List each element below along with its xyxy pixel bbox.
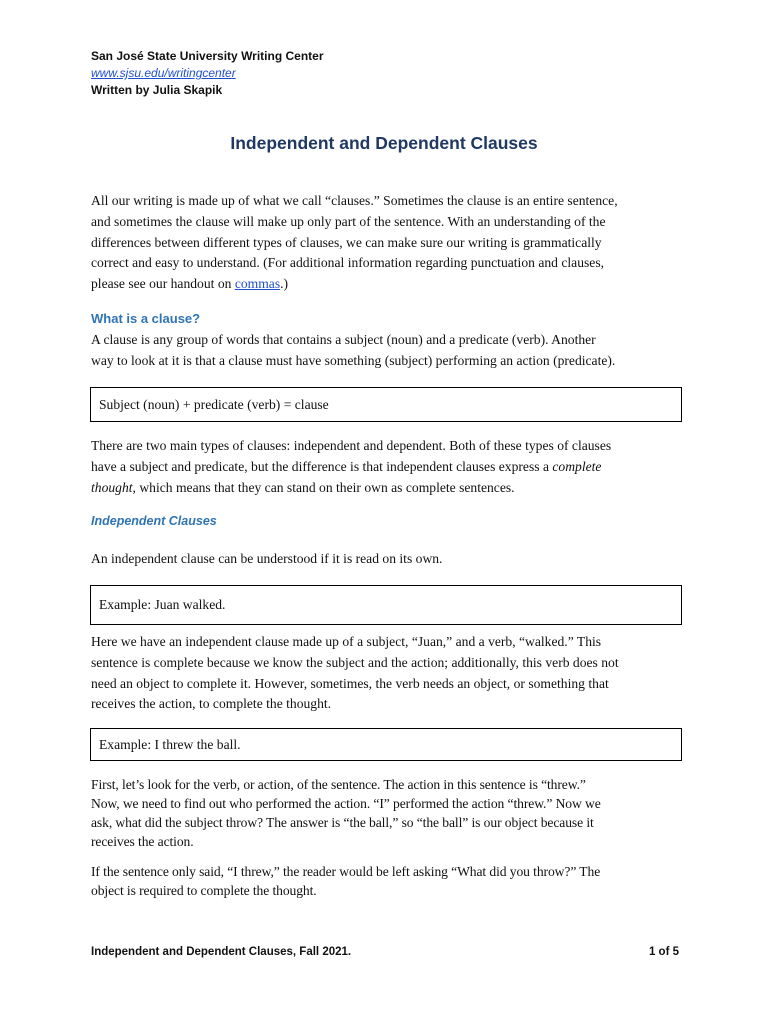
- example-text: Example: Juan walked.: [99, 597, 226, 612]
- intro-line: and sometimes the clause will make up only part of the sentence. With an understanding of the: [91, 213, 606, 229]
- intro-paragraph: [91, 191, 681, 295]
- intro-line: please see our handout on commas.): [91, 276, 289, 292]
- page-number: 1 of 5: [648, 946, 679, 958]
- paragraph-line: receives the action, to complete the thought.: [91, 696, 332, 712]
- footer-title: Independent and Dependent Clauses, Fall 2021.: [91, 946, 352, 958]
- section-heading-what-is-clause: What is a clause?: [91, 311, 201, 326]
- clause-formula-box: [90, 387, 682, 422]
- document-header: [91, 48, 324, 99]
- paragraph-line: sentence is complete because we know the subject and the action; additionally, this verb does not: [91, 654, 619, 670]
- emphasis-text: thought: [91, 479, 133, 495]
- example-box-2: [90, 728, 682, 761]
- emphasis-text: complete: [552, 458, 602, 474]
- page-title: Independent and Dependent Clauses: [230, 133, 538, 153]
- paragraph-line: object is required to complete the thought.: [91, 883, 317, 898]
- clause-definition: [91, 330, 681, 372]
- example-text: Example: I threw the ball.: [99, 736, 241, 752]
- definition-line: way to look at it is that a clause must have something (subject) performing an action (predicate).: [91, 352, 616, 368]
- explanation-paragraph-3: [91, 862, 681, 900]
- paragraph-line: thought, which means that they can stand on their own as complete sentences.: [91, 479, 515, 495]
- intro-line: correct and easy to understand. (For additional information regarding punctuation and clauses,: [91, 255, 605, 271]
- paragraph-line: need an object to complete it. However, sometimes, the verb needs an object, or something that: [91, 675, 609, 691]
- example-box-1: [90, 585, 682, 625]
- paragraph-line: First, let’s look for the verb, or action, of the sentence. The action in this sentence is “threw.”: [91, 777, 586, 792]
- independent-intro: An independent clause can be understood if it is read on its own.: [91, 551, 443, 566]
- paragraph-line: ask, what did the subject throw? The answer is “the ball,” so “the ball” is our object because it: [91, 815, 594, 830]
- section-heading-independent-clauses: Independent Clauses: [91, 514, 217, 528]
- paragraph-line: If the sentence only said, “I threw,” the reader would be left asking “What did you throw?” The: [91, 864, 601, 879]
- paragraph-line: receives the action.: [91, 834, 194, 849]
- commas-link[interactable]: commas: [234, 276, 281, 292]
- two-types-paragraph: [91, 436, 681, 498]
- author-line: Written by Julia Skapik: [91, 83, 223, 97]
- formula-text: Subject (noun) + predicate (verb) = clause: [99, 396, 329, 412]
- paragraph-line: Now, we need to find out who performed the action. “I” performed the action “threw.” Now we: [91, 796, 601, 811]
- intro-line: All our writing is made up of what we call “clauses.” Sometimes the clause is an entire sentence,: [91, 193, 618, 208]
- explanation-paragraph-1: [91, 632, 681, 715]
- intro-line: differences between different types of clauses, we can make sure our writing is grammatically: [91, 234, 602, 250]
- writing-center-link[interactable]: www.sjsu.edu/writingcenter: [91, 66, 236, 80]
- explanation-paragraph-2: [91, 775, 681, 851]
- paragraph-line: have a subject and predicate, but the difference is that independent clauses express a complete: [91, 458, 602, 474]
- paragraph-line: Here we have an independent clause made up of a subject, “Juan,” and a verb, “walked.” This: [91, 634, 602, 649]
- definition-line: A clause is any group of words that contains a subject (noun) and a predicate (verb). Another: [91, 332, 596, 347]
- org-name: San José State University Writing Center: [91, 49, 324, 63]
- paragraph-line: There are two main types of clauses: independent and dependent. Both of these types of clauses: [91, 438, 612, 453]
